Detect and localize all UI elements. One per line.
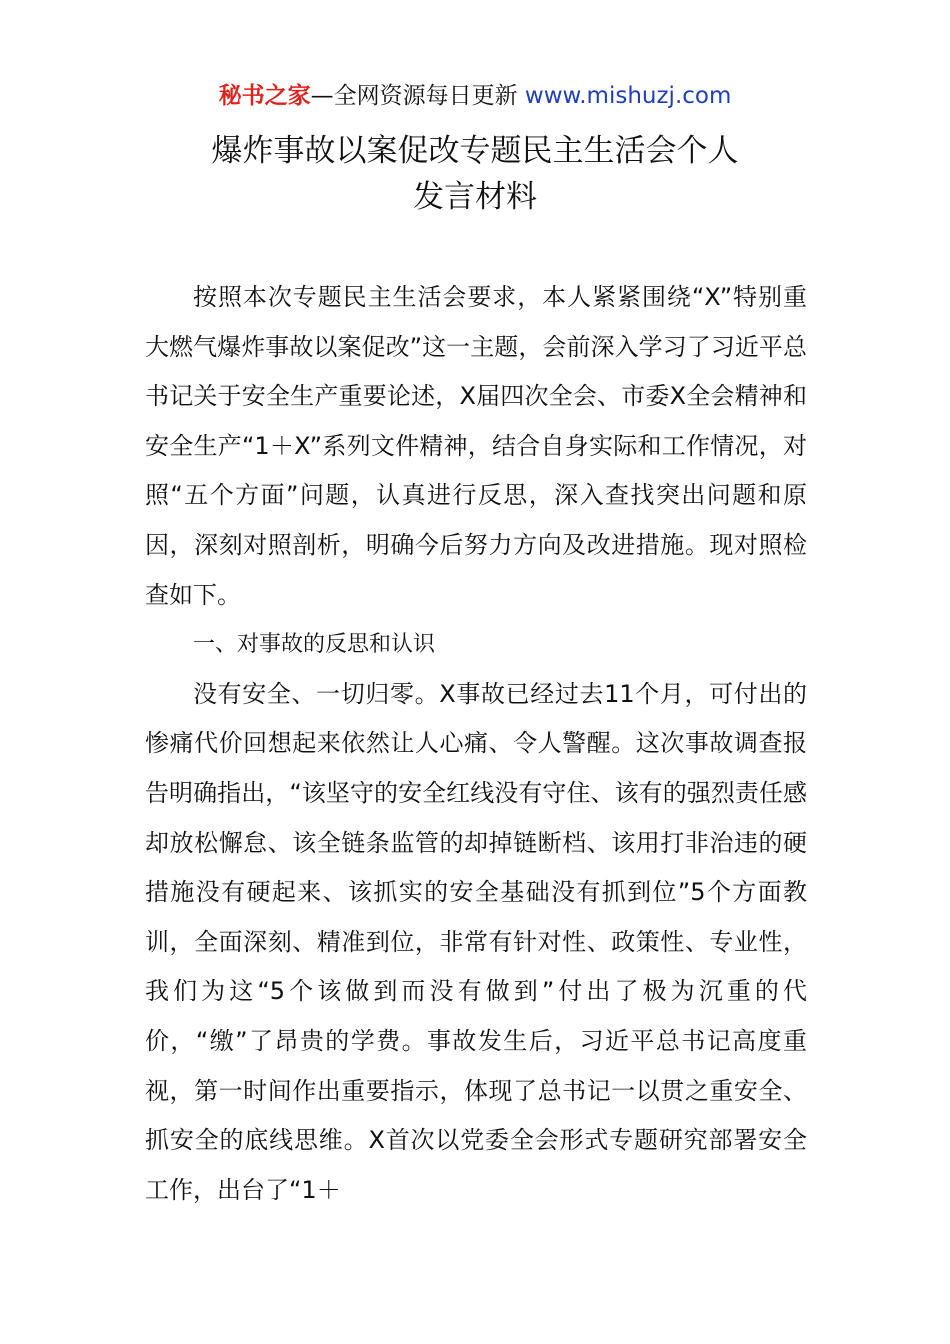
site-header xyxy=(0,80,950,112)
document-body xyxy=(145,273,807,1215)
title-line-2: 发言材料 xyxy=(413,179,537,215)
section-paragraph: 没有安全、一切归零。X事故已经过去11个月，可付出的惨痛代价回想起来依然让人心痛、令人警醒。这次事故调查报告明确指出，“该坚守的安全红线没有守住、该有的强烈责任感却放松懈怠、该全链条监管的却掉链断档、该用打非治违的硬措施没有硬起来、该抓实的安全基础没有抓到位”5个方面教训，全面深刻、精准到位，非常有针对性、政策性、专业性，我们为这“5个该做到而没有做到”付出了极为沉重的代价，“缴”了昂贵的学费。事故发生后，习近平总书记高度重视，第一时间作出重要指示，体现了总书记一以贯之重安全、抓安全的底线思维。X首次以党委全会形式专题研究部署安全工作，出台了“1＋ xyxy=(145,679,807,1204)
site-slogan: —全网资源每日更新 xyxy=(310,83,518,109)
title-line-1: 爆炸事故以案促改专题民主生活会个人 xyxy=(211,133,739,169)
section-heading: 一、对事故的反思和认识 xyxy=(193,632,436,658)
site-url-link[interactable]: www.mishuzj.com xyxy=(524,83,732,109)
document-title xyxy=(0,128,950,220)
intro-paragraph: 按照本次专题民主生活会要求，本人紧紧围绕“X”特别重大燃气爆炸事故以案促改”这一主题，会前深入学习了习近平总书记关于安全生产重要论述，X届四次全会、市委X全会精神和安全生产“1＋X”系列文件精神，结合自身实际和工作情况，对照“五个方面”问题，认真进行反思，深入查找突出问题和原因，深刻对照剖析，明确今后努力方向及改进措施。现对照检查如下。 xyxy=(145,283,807,609)
site-name: 秘书之家 xyxy=(218,83,311,109)
